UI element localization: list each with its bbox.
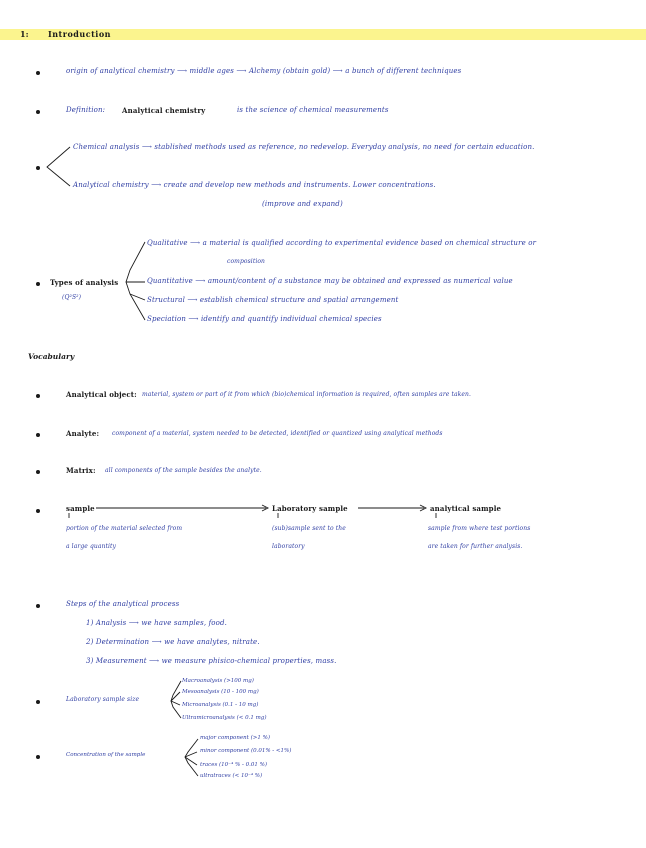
- vocabulary-heading: Vocabulary: [28, 352, 75, 361]
- definition-term: Analytical chemistry: [122, 106, 206, 115]
- type-qualitative: Qualitative ⟶ a material is qualified according to experimental evidence based on chemical structure or: [147, 239, 537, 247]
- step-1: 1) Analysis ⟶ we have samples, food.: [86, 619, 228, 627]
- section-title: Introduction: [48, 29, 111, 39]
- type-speciation: Speciation ⟶ identify and quantify individual chemical species: [147, 315, 382, 323]
- sample-desc-1: portion of the material selected from: [66, 525, 183, 532]
- type-quantitative: Quantitative ⟶ amount/content of a substance may be obtained and expressed as numerical value: [147, 277, 513, 285]
- type-structural: Structural ⟶ establish chemical structure and spatial arrangement: [147, 296, 399, 304]
- concentration-label: Concentration of the sample: [66, 752, 146, 758]
- sample-desc-2: a large quantity: [66, 543, 117, 550]
- step-2: 2) Determination ⟶ we have analytes, nitrate.: [86, 638, 260, 646]
- concentration-ultratraces: ultratraces (< 10⁻⁴ %): [200, 773, 263, 779]
- object-label: Analytical object:: [66, 390, 137, 399]
- analytical-chemistry-line: Analytical chemistry ⟶ create and develop new methods and instruments. Lower concentrations.: [73, 181, 436, 189]
- concentration-bracket: [185, 739, 198, 776]
- object-text: material, system or part of it from which (bio)chemical information is required, often samples are taken.: [142, 391, 471, 398]
- section-number: 1:: [20, 29, 29, 39]
- lab-sample-label: Laboratory sample: [272, 504, 348, 513]
- matrix-label: Matrix:: [66, 466, 96, 475]
- analyte-label: Analyte:: [66, 429, 100, 438]
- definition-text: is the science of chemical measurements: [237, 106, 389, 114]
- analytical-desc-1: sample from where test portions: [428, 525, 531, 532]
- lab-size-micro: Microanalysis (0.1 - 10 mg): [182, 702, 259, 708]
- lab-size-meso: Mesoanalysis (10 - 100 mg): [182, 689, 259, 695]
- lab-size-label: Laboratory sample size: [66, 696, 140, 703]
- analytical-chemistry-note: (improve and expand): [262, 200, 343, 208]
- lab-desc-1: (sub)sample sent to the: [272, 525, 346, 532]
- analytical-sample-label: analytical sample: [430, 504, 502, 513]
- types-bracket: [126, 242, 145, 320]
- lab-size-ultra: Ultramicroanalysis (< 0.1 mg): [182, 715, 267, 721]
- step-3: 3) Measurement ⟶ we measure phisico-chemical properties, mass.: [86, 657, 337, 665]
- matrix-text: all components of the sample besides the analyte.: [105, 467, 262, 474]
- types-label: Types of analysis: [50, 278, 119, 287]
- concentration-major: major component (>1 %): [200, 735, 270, 741]
- lab-size-macro: Macroanalysis (>100 mg): [182, 678, 254, 684]
- sample-label: sample: [66, 504, 95, 513]
- steps-heading: Steps of the analytical process: [66, 600, 180, 608]
- lab-desc-2: laboratory: [272, 543, 305, 550]
- definition-label: Definition:: [66, 106, 106, 114]
- intro-chevron: [47, 147, 70, 186]
- concentration-minor: minor component (0.01% - <1%): [200, 748, 292, 754]
- type-qualitative-cont: composition: [227, 258, 266, 265]
- analyte-text: component of a material, system needed to be detected, identified or quantized using analytical methods: [112, 430, 443, 437]
- origin-line: origin of analytical chemistry ⟶ middle ages ⟶ Alchemy (obtain gold) ⟶ a bunch of different techniques: [66, 67, 462, 75]
- chemical-analysis-line: Chemical analysis ⟶ stablished methods used as reference, no redevelop. Everyday analysis, no need for certain education.: [73, 143, 535, 151]
- analytical-desc-2: are taken for further analysis.: [428, 543, 523, 550]
- concentration-traces: traces (10⁻⁴ % - 0.01 %): [200, 762, 267, 768]
- types-sub: (Q²S²): [62, 294, 82, 301]
